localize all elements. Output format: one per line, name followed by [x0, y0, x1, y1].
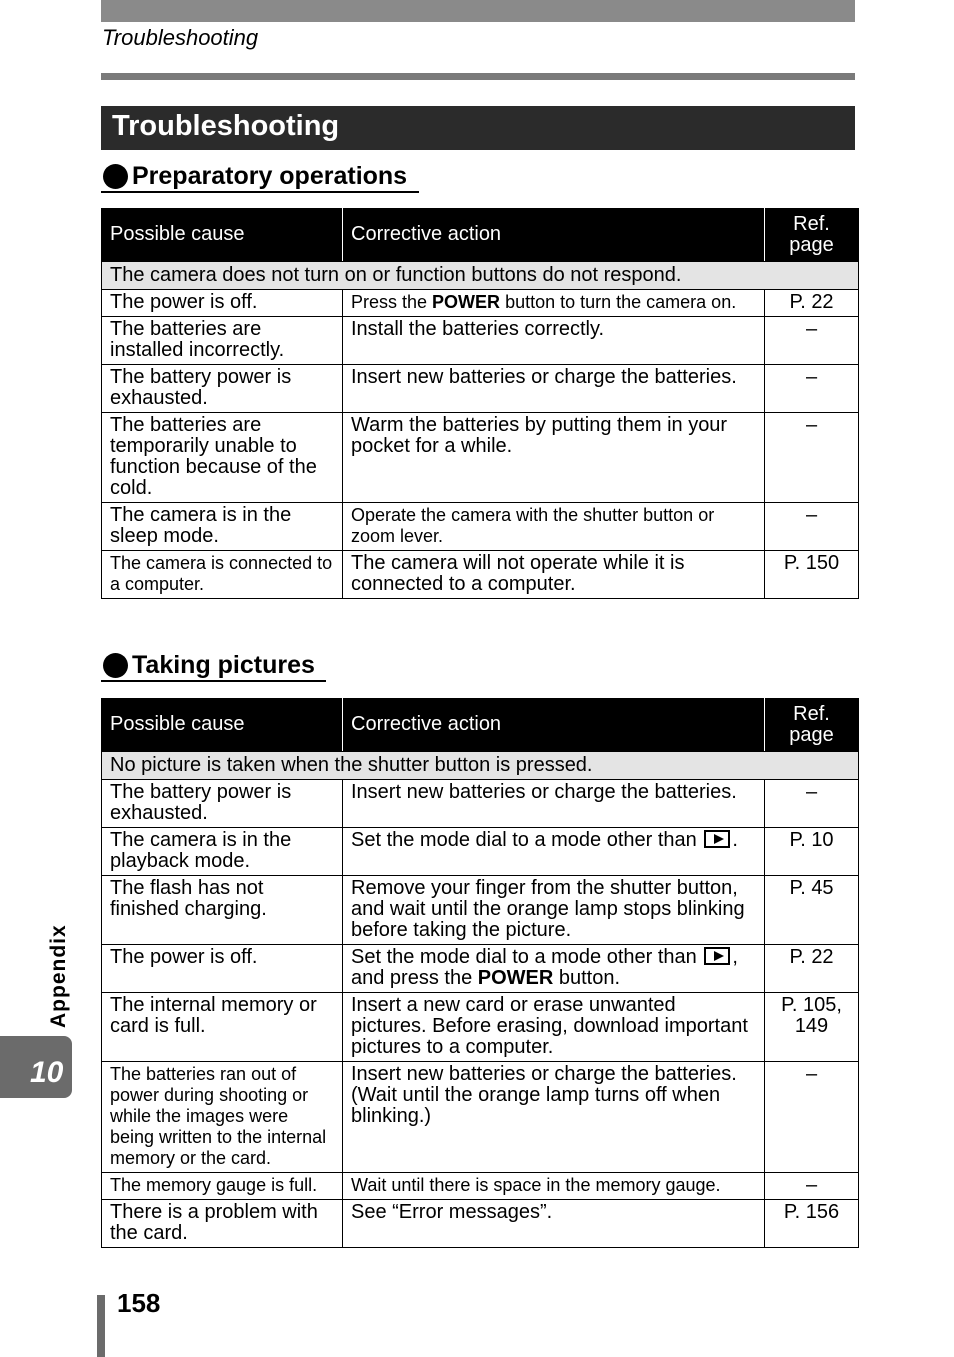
- column-header-cause: Possible cause: [102, 699, 343, 752]
- action-cell: Insert new batteries or charge the batteries. (Wait until the orange lamp turns off when blinking.): [343, 1062, 765, 1173]
- column-header-ref: Ref. page: [765, 699, 859, 752]
- page-title: Troubleshooting: [101, 106, 855, 150]
- ref-cell: –: [765, 317, 859, 365]
- table-row: [102, 993, 859, 1062]
- table-row: [102, 1173, 859, 1200]
- ref-cell: P. 150: [765, 551, 859, 599]
- cause-cell: The power is off.: [102, 290, 343, 317]
- action-cell: Insert new batteries or charge the batteries.: [343, 780, 765, 828]
- header-rule: [101, 73, 855, 80]
- table-header-row: [102, 699, 859, 752]
- column-header-action: Corrective action: [343, 699, 765, 752]
- preparatory-table: [101, 208, 859, 599]
- section-heading-text: Taking pictures: [132, 651, 315, 679]
- ref-cell: –: [765, 413, 859, 503]
- bullet-icon: [103, 164, 128, 189]
- ref-cell: P. 156: [765, 1200, 859, 1248]
- table-header-row: [102, 209, 859, 262]
- column-header-cause: Possible cause: [102, 209, 343, 262]
- page-number-bar: [97, 1295, 105, 1357]
- table-row: [102, 1062, 859, 1173]
- ref-cell: P. 45: [765, 876, 859, 945]
- section-heading-taking-pictures: [101, 652, 326, 682]
- table-row: [102, 290, 859, 317]
- cause-cell: The internal memory or card is full.: [102, 993, 343, 1062]
- chapter-tab: 10: [0, 1036, 72, 1098]
- cause-cell: The flash has not finished charging.: [102, 876, 343, 945]
- cause-cell: The camera is connected to a computer.: [102, 551, 343, 599]
- symptom-text: The camera does not turn on or function buttons do not respond.: [102, 262, 859, 290]
- action-cell: Wait until there is space in the memory gauge.: [343, 1173, 765, 1200]
- ref-cell: –: [765, 1173, 859, 1200]
- side-tab-label: Appendix: [47, 924, 70, 1028]
- action-cell: Insert a new card or erase unwanted pictures. Before erasing, download important pictures to a computer.: [343, 993, 765, 1062]
- ref-cell: P. 22: [765, 290, 859, 317]
- playback-icon: [704, 830, 730, 848]
- action-cell: Install the batteries correctly.: [343, 317, 765, 365]
- action-cell: The camera will not operate while it is connected to a computer.: [343, 551, 765, 599]
- ref-cell: –: [765, 503, 859, 551]
- cause-cell: The batteries ran out of power during shooting or while the images were being written to the internal memory or the card.: [102, 1062, 343, 1173]
- ref-cell: –: [765, 1062, 859, 1173]
- section-heading-preparatory: [101, 163, 419, 193]
- action-cell: Remove your finger from the shutter button, and wait until the orange lamp stops blinking before taking the picture.: [343, 876, 765, 945]
- action-cell: Operate the camera with the shutter button or zoom lever.: [343, 503, 765, 551]
- symptom-row: [102, 262, 859, 290]
- taking-pictures-table: [101, 698, 859, 1248]
- symptom-text: No picture is taken when the shutter button is pressed.: [102, 752, 859, 780]
- table-row: [102, 551, 859, 599]
- table-row: [102, 828, 859, 876]
- column-header-action: Corrective action: [343, 209, 765, 262]
- cause-cell: The battery power is exhausted.: [102, 780, 343, 828]
- ref-cell: –: [765, 365, 859, 413]
- top-bar: [101, 0, 855, 22]
- action-cell: Press the POWER button to turn the camera on.: [343, 290, 765, 317]
- table-row: [102, 945, 859, 993]
- cause-cell: The memory gauge is full.: [102, 1173, 343, 1200]
- cause-cell: The camera is in the playback mode.: [102, 828, 343, 876]
- table-row: [102, 1200, 859, 1248]
- action-cell: See “Error messages”.: [343, 1200, 765, 1248]
- running-head: Troubleshooting: [102, 25, 259, 50]
- cause-cell: The battery power is exhausted.: [102, 365, 343, 413]
- cause-cell: The power is off.: [102, 945, 343, 993]
- action-cell: Insert new batteries or charge the batteries.: [343, 365, 765, 413]
- cause-cell: The batteries are temporarily unable to function because of the cold.: [102, 413, 343, 503]
- cause-cell: There is a problem with the card.: [102, 1200, 343, 1248]
- playback-icon: [704, 947, 730, 965]
- symptom-row: [102, 752, 859, 780]
- action-cell: Set the mode dial to a mode other than .: [343, 828, 765, 876]
- table-row: [102, 876, 859, 945]
- table-row: [102, 503, 859, 551]
- table-row: [102, 365, 859, 413]
- cause-cell: The camera is in the sleep mode.: [102, 503, 343, 551]
- cause-cell: The batteries are installed incorrectly.: [102, 317, 343, 365]
- ref-cell: P. 10: [765, 828, 859, 876]
- action-cell: Warm the batteries by putting them in your pocket for a while.: [343, 413, 765, 503]
- action-cell: Set the mode dial to a mode other than , and press the POWER button.: [343, 945, 765, 993]
- section-heading-text: Preparatory operations: [132, 162, 408, 190]
- table-row: [102, 413, 859, 503]
- ref-cell: –: [765, 780, 859, 828]
- page-number: 158: [117, 1288, 161, 1318]
- ref-cell: P. 22: [765, 945, 859, 993]
- ref-cell: P. 105, 149: [765, 993, 859, 1062]
- bullet-icon: [103, 653, 128, 678]
- column-header-ref: Ref. page: [765, 209, 859, 262]
- table-row: [102, 780, 859, 828]
- table-row: [102, 317, 859, 365]
